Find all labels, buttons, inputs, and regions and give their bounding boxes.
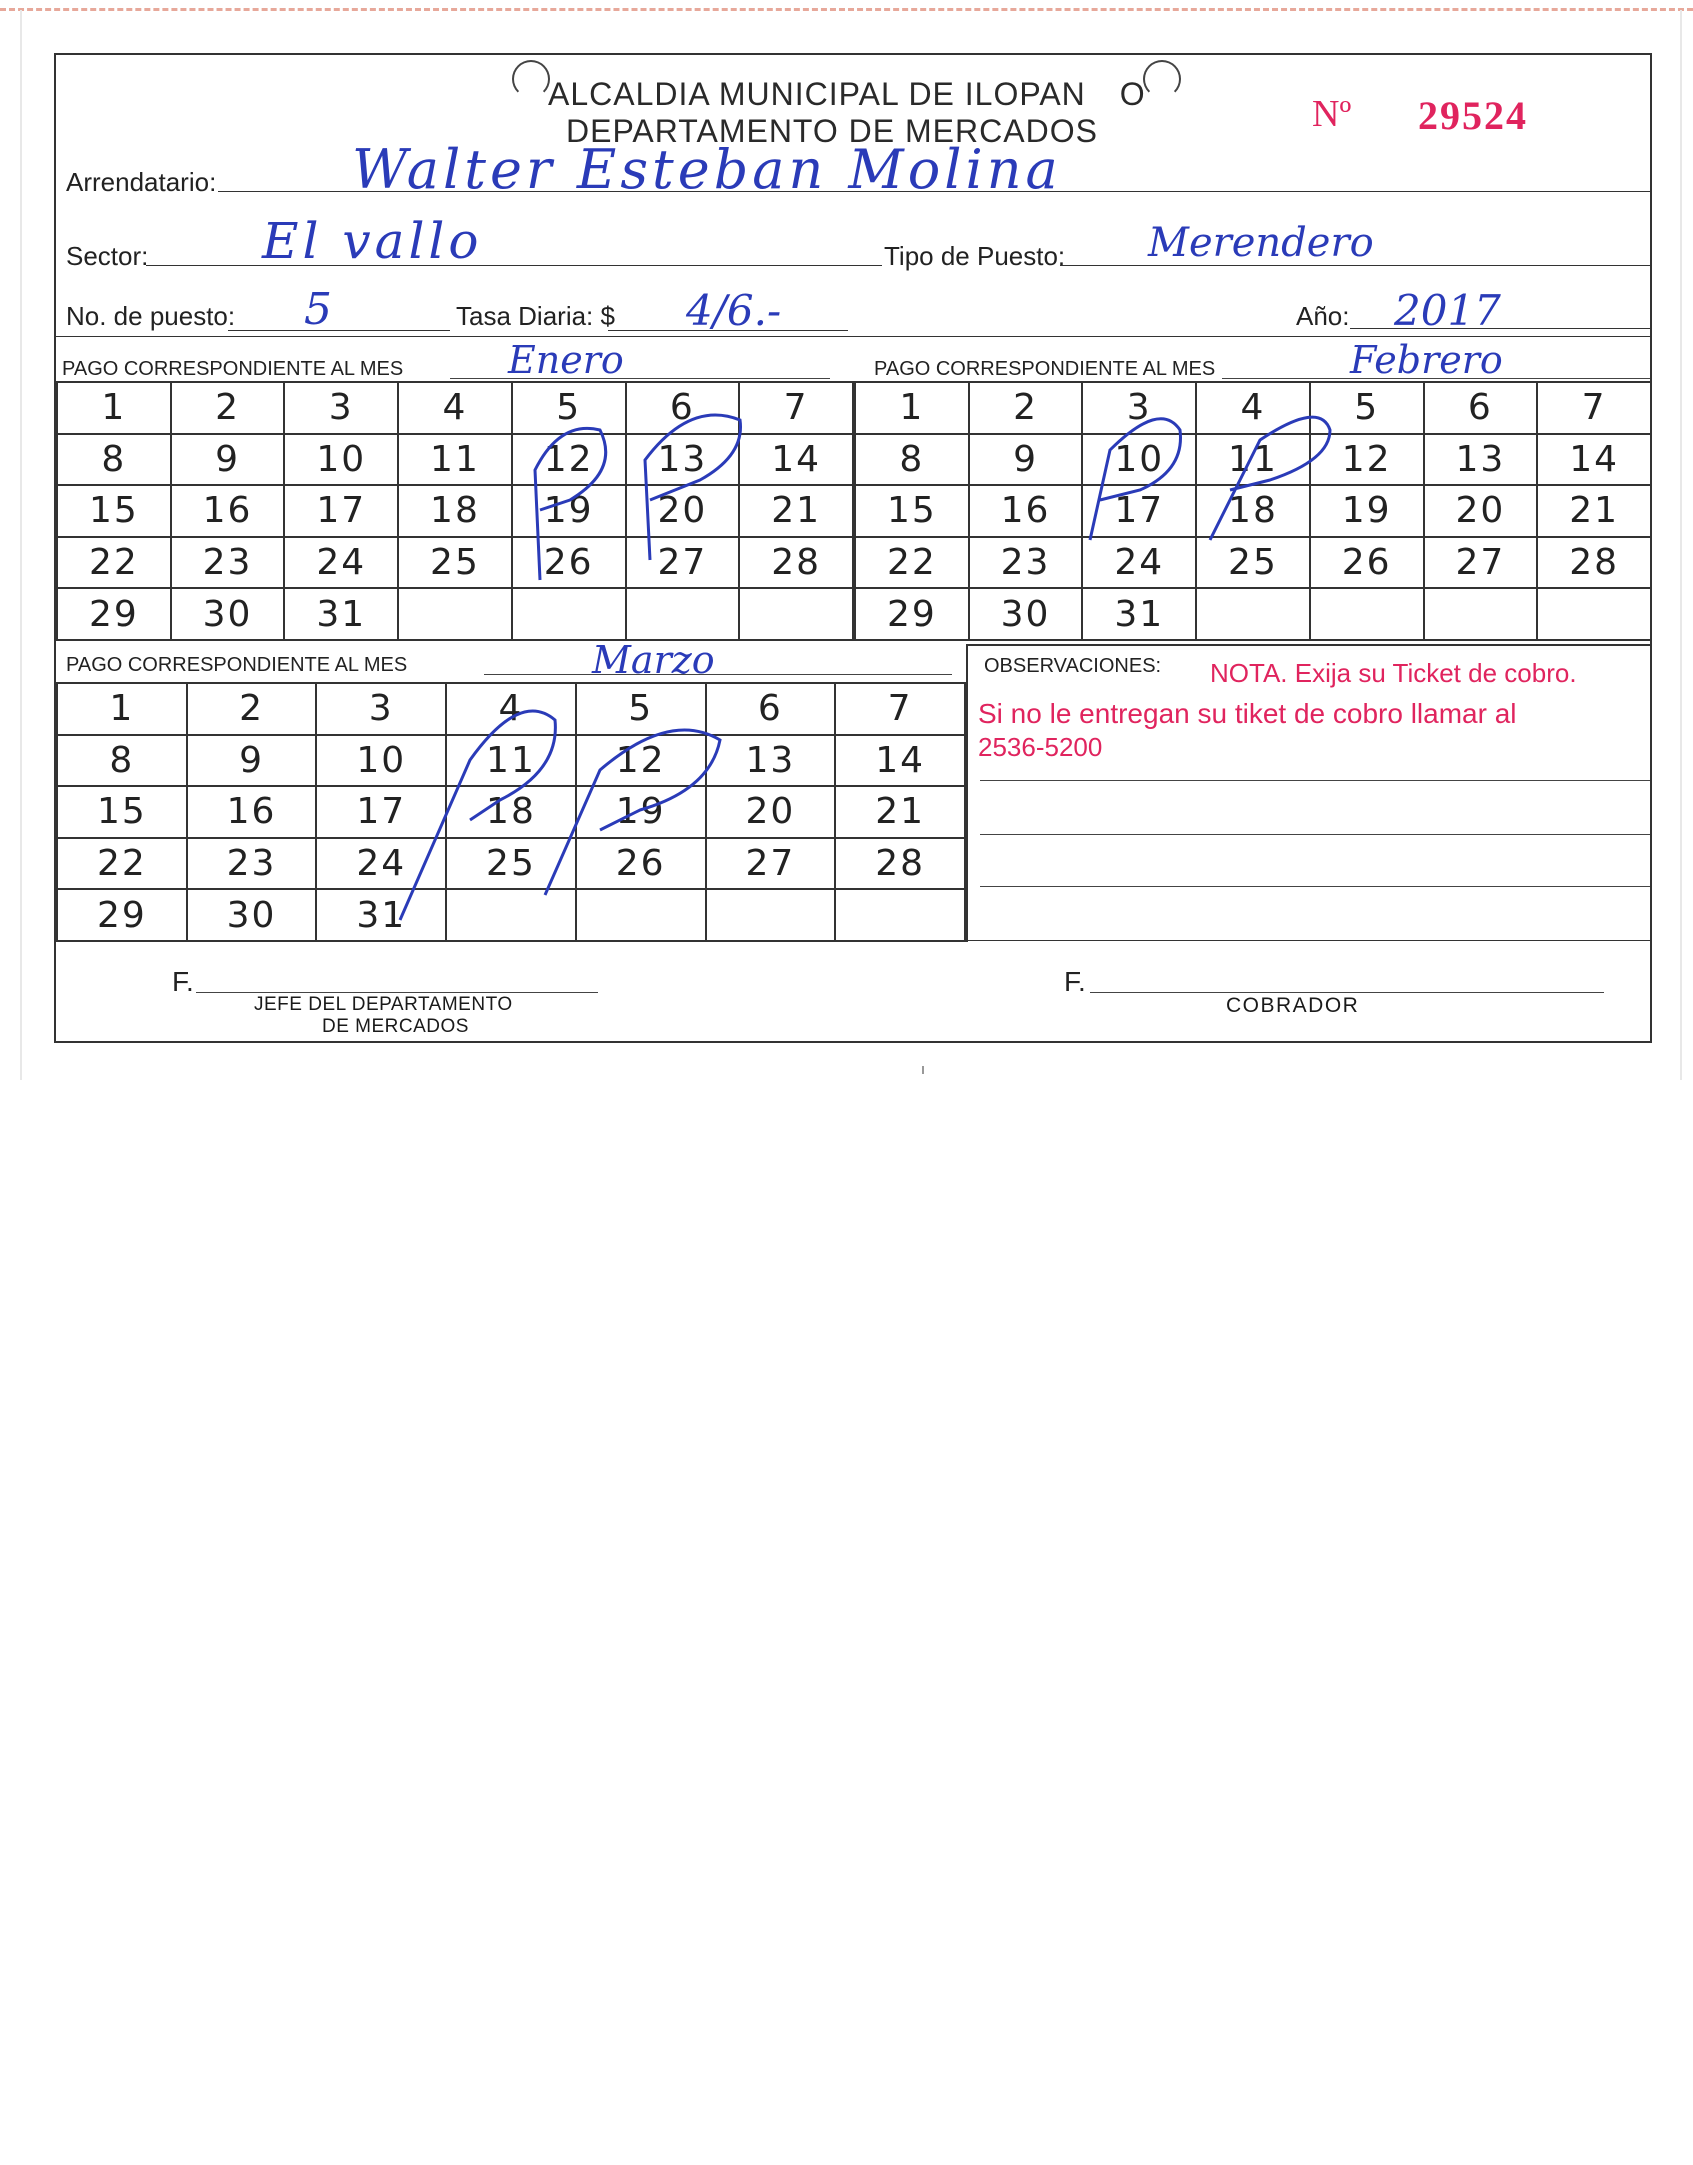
puesto-label: No. de puesto: xyxy=(66,301,236,331)
month2-day-cell: 24 xyxy=(1082,537,1196,589)
month3-day-cell: 8 xyxy=(57,735,187,787)
month1-day-cell: 14 xyxy=(739,434,853,486)
month2-day-cell: 20 xyxy=(1424,485,1538,537)
month3-day-cell: 6 xyxy=(706,683,836,735)
month3-day-cell: 27 xyxy=(706,838,836,890)
check-mark-febrero-1 xyxy=(1090,419,1181,540)
puesto-value: 5 xyxy=(304,284,332,335)
month3-day-cell: 20 xyxy=(706,786,836,838)
department-title: DEPARTAMENTO DE MERCADOS xyxy=(566,113,1098,149)
month2-day-cell: 11 xyxy=(1196,434,1310,486)
month1-day-cell: 8 xyxy=(57,434,171,486)
sector-value: El vallo xyxy=(262,212,483,270)
month3-header-label: PAGO CORRESPONDIENTE AL MES xyxy=(66,654,408,676)
scan-speck xyxy=(922,1066,924,1074)
check-mark-febrero-2 xyxy=(1210,417,1330,540)
observations-phone: 2536-5200 xyxy=(978,732,1103,762)
month1-day-cell: 6 xyxy=(626,382,740,434)
month1-day-cell: 29 xyxy=(57,588,171,640)
month2-day-cell: 12 xyxy=(1310,434,1424,486)
month3-day-cell: 14 xyxy=(835,735,965,787)
month3-day-cell: 12 xyxy=(576,735,706,787)
month1-day-cell: 3 xyxy=(284,382,398,434)
month1-day-cell: 13 xyxy=(626,434,740,486)
month3-day-cell: 17 xyxy=(316,786,446,838)
month1-day-cell: 10 xyxy=(284,434,398,486)
month1-day-cell: 27 xyxy=(626,537,740,589)
municipality-name-suffix: O xyxy=(1119,76,1146,112)
serial-number: 29524 xyxy=(1418,93,1528,138)
month2-day-cell: 31 xyxy=(1082,588,1196,640)
month3-day-cell: 4 xyxy=(446,683,576,735)
month1-day-cell: 23 xyxy=(171,537,285,589)
month2-day-cell: 13 xyxy=(1424,434,1538,486)
month3-day-cell: 18 xyxy=(446,786,576,838)
tasa-label: Tasa Diaria: $ xyxy=(456,301,615,331)
sector-label: Sector: xyxy=(66,241,149,271)
month3-day-cell: 16 xyxy=(187,786,317,838)
signature-title-left-1: JEFE DEL DEPARTAMENTO xyxy=(254,994,513,1015)
month3-day-cell: 9 xyxy=(187,735,317,787)
month3-day-cell: 19 xyxy=(576,786,706,838)
month3-day-cell: 24 xyxy=(316,838,446,890)
month1-day-cell: 15 xyxy=(57,485,171,537)
month3-day-cell: 13 xyxy=(706,735,836,787)
month2-day-cell: 30 xyxy=(969,588,1083,640)
month2-day-cell: 21 xyxy=(1537,485,1651,537)
month1-day-cell: 5 xyxy=(512,382,626,434)
month1-name: Enero xyxy=(508,338,624,382)
month3-day-cell: 25 xyxy=(446,838,576,890)
month3-day-cell: 3 xyxy=(316,683,446,735)
month1-day-cell: 18 xyxy=(398,485,512,537)
month2-day-cell: 22 xyxy=(855,537,969,589)
month2-day-cell: 7 xyxy=(1537,382,1651,434)
tasa-value: 4/6.- xyxy=(686,286,782,335)
month2-day-cell: 10 xyxy=(1082,434,1196,486)
observations-note-ticket: NOTA. Exija su Ticket de cobro. xyxy=(1210,658,1577,688)
month2-day-cell: 8 xyxy=(855,434,969,486)
month1-day-cell: 20 xyxy=(626,485,740,537)
month3-day-cell: 22 xyxy=(57,838,187,890)
month1-day-cell: 19 xyxy=(512,485,626,537)
signature-f-left: F. xyxy=(172,966,194,997)
month1-day-cell: 2 xyxy=(171,382,285,434)
check-mark-enero-1 xyxy=(535,428,606,580)
observations-note-call: Si no le entregan su tiket de cobro llamar al xyxy=(978,698,1517,729)
month2-day-cell: 3 xyxy=(1082,382,1196,434)
check-mark-marzo-2 xyxy=(545,730,720,895)
month3-day-cell: 7 xyxy=(835,683,965,735)
month2-day-cell: 26 xyxy=(1310,537,1424,589)
month2-day-cell: 23 xyxy=(969,537,1083,589)
month1-header-label: PAGO CORRESPONDIENTE AL MES xyxy=(62,358,404,380)
month2-day-cell: 18 xyxy=(1196,485,1310,537)
month3-day-cell: 31 xyxy=(316,889,446,941)
month1-day-cell: 1 xyxy=(57,382,171,434)
anio-label: Año: xyxy=(1296,301,1350,331)
signature-f-right: F. xyxy=(1064,966,1086,997)
observations-label: OBSERVACIONES: xyxy=(984,655,1162,677)
month2-name: Febrero xyxy=(1350,338,1503,382)
month1-day-cell: 16 xyxy=(171,485,285,537)
month2-day-cell: 15 xyxy=(855,485,969,537)
month1-day-cell: 25 xyxy=(398,537,512,589)
month2-day-cell: 9 xyxy=(969,434,1083,486)
month2-day-cell: 1 xyxy=(855,382,969,434)
signature-title-right: COBRADOR xyxy=(1226,994,1360,1017)
month2-day-cell: 14 xyxy=(1537,434,1651,486)
month3-day-cell: 5 xyxy=(576,683,706,735)
month1-day-cell: 26 xyxy=(512,537,626,589)
arrendatario-value: Walter Esteban Molina xyxy=(352,138,1062,201)
month1-day-cell: 28 xyxy=(739,537,853,589)
signature-title-left-2: DE MERCADOS xyxy=(322,1016,469,1037)
month3-day-cell: 10 xyxy=(316,735,446,787)
month1-day-cell: 11 xyxy=(398,434,512,486)
month2-day-cell: 19 xyxy=(1310,485,1424,537)
month1-day-cell: 24 xyxy=(284,537,398,589)
month3-day-cell: 15 xyxy=(57,786,187,838)
month1-day-cell: 22 xyxy=(57,537,171,589)
month3-day-cell: 29 xyxy=(57,889,187,941)
month3-day-cell: 23 xyxy=(187,838,317,890)
month3-day-cell: 21 xyxy=(835,786,965,838)
municipality-name: ALCALDIA MUNICIPAL DE ILOPAN xyxy=(548,76,1086,112)
number-label: Nº xyxy=(1312,93,1352,135)
month2-day-cell: 16 xyxy=(969,485,1083,537)
month3-day-cell: 1 xyxy=(57,683,187,735)
month2-day-cell: 17 xyxy=(1082,485,1196,537)
month1-day-cell: 30 xyxy=(171,588,285,640)
month1-day-cell: 31 xyxy=(284,588,398,640)
month2-day-cell: 4 xyxy=(1196,382,1310,434)
month3-day-cell: 28 xyxy=(835,838,965,890)
month3-day-cell: 26 xyxy=(576,838,706,890)
month3-name: Marzo xyxy=(592,638,715,682)
month3-day-cell: 30 xyxy=(187,889,317,941)
month2-day-cell: 5 xyxy=(1310,382,1424,434)
anio-value: 2017 xyxy=(1394,286,1501,335)
month2-day-cell: 6 xyxy=(1424,382,1538,434)
month2-day-cell: 25 xyxy=(1196,537,1310,589)
month1-day-cell: 7 xyxy=(739,382,853,434)
month1-day-cell: 17 xyxy=(284,485,398,537)
month2-day-cell: 27 xyxy=(1424,537,1538,589)
month2-day-cell: 2 xyxy=(969,382,1083,434)
check-mark-marzo-1 xyxy=(400,711,555,920)
month1-day-cell: 21 xyxy=(739,485,853,537)
month1-day-cell: 4 xyxy=(398,382,512,434)
month2-day-cell: 29 xyxy=(855,588,969,640)
check-mark-enero-2 xyxy=(645,415,741,560)
arrendatario-label: Arrendatario: xyxy=(66,167,217,197)
month2-day-cell: 28 xyxy=(1537,537,1651,589)
month3-day-cell: 2 xyxy=(187,683,317,735)
month1-day-cell: 9 xyxy=(171,434,285,486)
month1-day-cell: 12 xyxy=(512,434,626,486)
month2-header-label: PAGO CORRESPONDIENTE AL MES xyxy=(874,358,1216,380)
tipo-puesto-value: Merendero xyxy=(1148,220,1374,266)
month3-day-cell: 11 xyxy=(446,735,576,787)
tipo-puesto-label: Tipo de Puesto: xyxy=(884,241,1066,271)
